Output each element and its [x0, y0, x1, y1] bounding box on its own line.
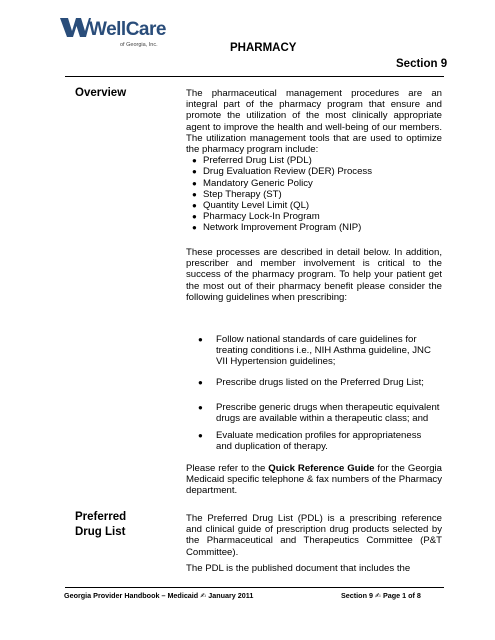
section-label: Section 9 — [396, 58, 448, 70]
bullet-icon: ● — [198, 378, 203, 387]
pdl-paragraph-1: The Preferred Drug List (PDL) is a prescribing reference and clinical guide of prescription drug products selected by the Pharmaceutical and Therapeutics Committee (P&T Committee). — [186, 513, 442, 558]
guideline-item: ● Prescribe drugs listed on the Preferred Drug List; — [198, 377, 424, 388]
wellcare-logo — [59, 15, 184, 63]
guideline-item: ● Prescribe generic drugs when therapeutic equivalent drugs are available within a therapeutic class; and — [198, 402, 440, 425]
list-item: ● Mandatory Generic Policy — [192, 177, 313, 189]
guideline-item: ● Evaluate medication profiles for appropriateness and duplication of therapy. — [198, 430, 422, 453]
bullet-icon: ● — [198, 431, 203, 440]
overview-content — [186, 88, 442, 234]
pdl-paragraph-2: The PDL is the published document that includes the — [186, 563, 411, 574]
list-item: ● Drug Evaluation Review (DER) Process — [192, 166, 373, 178]
footer-rule — [65, 587, 444, 588]
refer-paragraph: Please refer to the Quick Reference Guide for the Georgia Medicaid specific telephone & fax numbers of the Pharmacy department. — [186, 463, 442, 497]
list-item: ● Pharmacy Lock-In Program — [192, 211, 320, 223]
processes-paragraph: These processes are described in detail below. In addition, prescriber and member involvement is critical to the success of the pharmacy program. To help your patient get the most out of their pharmacy benefit please consider the following guidelines when prescribing: — [186, 247, 442, 303]
bullet-icon: ● — [192, 201, 197, 211]
bullet-icon: ● — [198, 403, 203, 412]
footer-handbook-label: Georgia Provider Handbook – Medicaid ✍ January 2011 — [64, 591, 254, 600]
wellcare-swoosh-icon — [59, 15, 91, 43]
pdl-heading: Preferred Drug List — [75, 511, 127, 538]
header-rule — [65, 76, 444, 77]
bullet-icon: ● — [192, 178, 197, 188]
bullet-icon: ● — [198, 335, 203, 344]
overview-intro: The pharmaceutical management procedures are an integral part of the pharmacy program that ensure and promote the utilization of the most clinically appropriate agent to improve the health and well-being of our members. The utilization management tools that are used to optimize the pharmacy program include: — [186, 88, 442, 156]
guideline-item: ● Follow national standards of care guidelines for treating conditions i.e., NIH Asthma guideline, JNC VII Hypertension guidelines; — [198, 334, 431, 368]
bullet-icon: ● — [192, 189, 197, 199]
bullet-icon: ● — [192, 167, 197, 177]
page-title: PHARMACY — [230, 42, 297, 54]
logo-subtitle: of Georgia, Inc. — [120, 42, 158, 48]
bullet-icon: ● — [192, 223, 197, 233]
logo-wordmark: WellCare — [89, 19, 166, 40]
list-item: ● Network Improvement Program (NIP) — [192, 222, 362, 234]
tools-list — [186, 155, 442, 233]
overview-heading: Overview — [75, 87, 127, 99]
list-item: ● Quantity Level Limit (QL) — [192, 200, 310, 212]
bullet-icon: ● — [192, 212, 197, 222]
quick-reference-guide-label: Quick Reference Guide — [268, 463, 375, 474]
bullet-icon: ● — [192, 156, 197, 166]
footer-page-number: Section 9 ✍ Page 1 of 8 — [341, 591, 421, 600]
list-item: ● Step Therapy (ST) — [192, 188, 282, 200]
list-item: ● Preferred Drug List (PDL) — [192, 155, 312, 167]
